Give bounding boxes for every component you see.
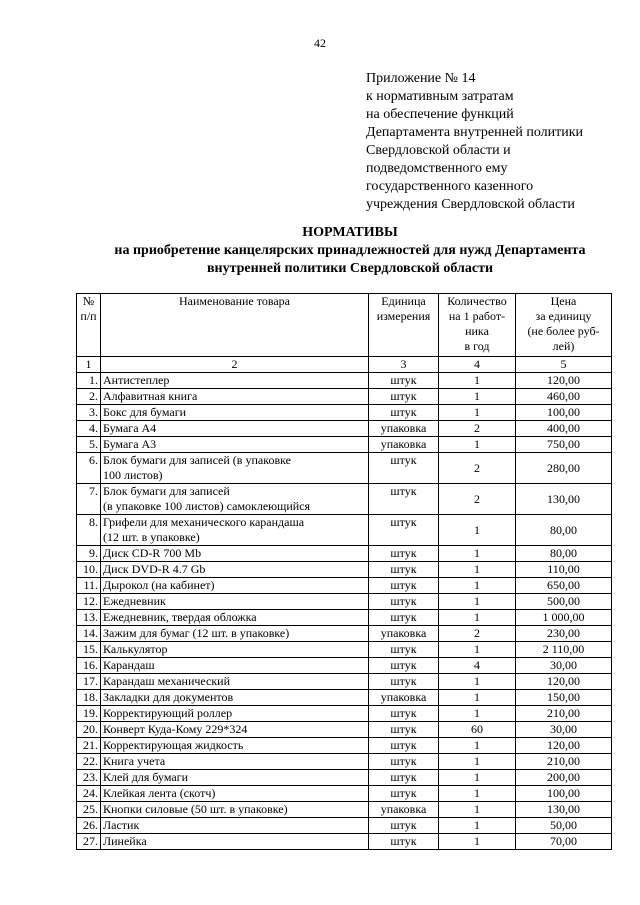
item-name: Клей для бумаги (101, 770, 369, 786)
item-unit: штук (369, 484, 439, 515)
item-quantity: 2 (439, 421, 516, 437)
col-number: 3 (369, 357, 439, 373)
row-number: 20. (77, 722, 101, 738)
item-name: Ежедневник, твердая обложка (101, 610, 369, 626)
item-price: 210,00 (516, 754, 612, 770)
row-number: 12. (77, 594, 101, 610)
item-quantity: 2 (439, 484, 516, 515)
item-price: 650,00 (516, 578, 612, 594)
table-row (77, 690, 612, 706)
table-row (77, 578, 612, 594)
row-number: 4. (77, 421, 101, 437)
item-name: Корректирующая жидкость (101, 738, 369, 754)
row-number: 8. (77, 515, 101, 546)
table-row (77, 626, 612, 642)
item-price: 110,00 (516, 562, 612, 578)
item-name: Бумага А4 (101, 421, 369, 437)
table-row (77, 389, 612, 405)
header-num: № п/п (77, 294, 101, 357)
item-price: 1 000,00 (516, 610, 612, 626)
item-quantity: 1 (439, 578, 516, 594)
item-quantity: 1 (439, 818, 516, 834)
appendix-line: Департамента внутренней политики (366, 125, 584, 140)
item-price: 100,00 (516, 786, 612, 802)
item-quantity: 1 (439, 786, 516, 802)
item-name: Диск DVD-R 4.7 Gb (101, 562, 369, 578)
item-unit: упаковка (369, 421, 439, 437)
item-quantity: 1 (439, 770, 516, 786)
item-name: Карандаш (101, 658, 369, 674)
document-subtitle (60, 242, 640, 278)
appendix-line: государственного казенного (366, 179, 534, 194)
item-quantity: 1 (439, 754, 516, 770)
table-row (77, 738, 612, 754)
item-price: 400,00 (516, 421, 612, 437)
table-row (77, 834, 612, 850)
item-quantity: 1 (439, 546, 516, 562)
item-price: 150,00 (516, 690, 612, 706)
appendix-line: к нормативным затратам (366, 89, 514, 104)
col-number: 1 (77, 357, 101, 373)
item-name: Алфавитная книга (101, 389, 369, 405)
item-unit: штук (369, 658, 439, 674)
row-number: 15. (77, 642, 101, 658)
appendix-line: учреждения Свердловской области (366, 197, 575, 212)
col-number: 4 (439, 357, 516, 373)
document-title (60, 224, 640, 242)
item-unit: штук (369, 453, 439, 484)
table-row (77, 770, 612, 786)
table-row (77, 594, 612, 610)
item-price: 210,00 (516, 706, 612, 722)
item-name: Закладки для документов (101, 690, 369, 706)
item-price: 230,00 (516, 626, 612, 642)
item-unit: штук (369, 546, 439, 562)
item-price: 280,00 (516, 453, 612, 484)
item-unit: штук (369, 754, 439, 770)
appendix-line: Приложение № 14 (366, 71, 476, 86)
item-unit: штук (369, 818, 439, 834)
subtitle-line-1: на приобретение канцелярских принадлежностей для нужд Департамента (114, 243, 586, 258)
item-name: Бумага А3 (101, 437, 369, 453)
item-quantity: 1 (439, 802, 516, 818)
item-price: 120,00 (516, 738, 612, 754)
item-name: Ежедневник (101, 594, 369, 610)
item-unit: упаковка (369, 437, 439, 453)
item-quantity: 2 (439, 453, 516, 484)
item-quantity: 1 (439, 373, 516, 389)
row-number: 16. (77, 658, 101, 674)
item-price: 130,00 (516, 484, 612, 515)
row-number: 21. (77, 738, 101, 754)
header-unit: Единица измерения (369, 294, 439, 357)
item-price: 200,00 (516, 770, 612, 786)
item-name: Калькулятор (101, 642, 369, 658)
item-name: Карандаш механический (101, 674, 369, 690)
row-number: 22. (77, 754, 101, 770)
row-number: 25. (77, 802, 101, 818)
item-quantity: 60 (439, 722, 516, 738)
item-unit: штук (369, 738, 439, 754)
item-unit: штук (369, 706, 439, 722)
appendix-line: Свердловской области и (366, 143, 511, 158)
row-number: 2. (77, 389, 101, 405)
item-quantity: 1 (439, 437, 516, 453)
row-number: 7. (77, 484, 101, 515)
item-quantity: 1 (439, 706, 516, 722)
appendix-line: на обеспечение функций (366, 107, 514, 122)
item-unit: штук (369, 610, 439, 626)
appendix-line: подведомственного ему (366, 161, 508, 176)
item-quantity: 1 (439, 405, 516, 421)
item-price: 130,00 (516, 802, 612, 818)
row-number: 6. (77, 453, 101, 484)
item-unit: штук (369, 578, 439, 594)
item-price: 50,00 (516, 818, 612, 834)
item-name: Дырокол (на кабинет) (101, 578, 369, 594)
row-number: 13. (77, 610, 101, 626)
item-quantity: 1 (439, 738, 516, 754)
table-row (77, 421, 612, 437)
item-name: Книга учета (101, 754, 369, 770)
row-number: 9. (77, 546, 101, 562)
row-number: 18. (77, 690, 101, 706)
col-number: 2 (101, 357, 369, 373)
table-row (77, 610, 612, 626)
item-price: 70,00 (516, 834, 612, 850)
column-number-row (77, 357, 612, 373)
item-price: 750,00 (516, 437, 612, 453)
item-quantity: 1 (439, 690, 516, 706)
item-unit: штук (369, 562, 439, 578)
col-number: 5 (516, 357, 612, 373)
item-unit: штук (369, 834, 439, 850)
item-name: Грифели для механического карандаша (12 шт. в упаковке) (101, 515, 369, 546)
item-name: Конверт Куда-Кому 229*324 (101, 722, 369, 738)
item-name: Линейка (101, 834, 369, 850)
row-number: 23. (77, 770, 101, 786)
norms-table (76, 293, 612, 850)
item-price: 30,00 (516, 658, 612, 674)
document-title-text: НОРМАТИВЫ (302, 225, 398, 240)
header-qty: Количество на 1 работ- ника в год (439, 294, 516, 357)
table-row (77, 405, 612, 421)
table-row (77, 706, 612, 722)
item-name: Блок бумаги для записей (в упаковке 100 листов) самоклеющийся (101, 484, 369, 515)
row-number: 3. (77, 405, 101, 421)
item-unit: упаковка (369, 690, 439, 706)
table-row (77, 754, 612, 770)
item-unit: штук (369, 594, 439, 610)
item-name: Кнопки силовые (50 шт. в упаковке) (101, 802, 369, 818)
table-row (77, 786, 612, 802)
table-row (77, 562, 612, 578)
item-name: Зажим для бумаг (12 шт. в упаковке) (101, 626, 369, 642)
table-row (77, 658, 612, 674)
table-row (77, 515, 612, 546)
subtitle-line-2: внутренней политики Свердловской области (206, 261, 494, 276)
item-price: 120,00 (516, 373, 612, 389)
item-price: 80,00 (516, 515, 612, 546)
row-number: 17. (77, 674, 101, 690)
item-unit: упаковка (369, 626, 439, 642)
item-name: Клейкая лента (скотч) (101, 786, 369, 802)
row-number: 14. (77, 626, 101, 642)
row-number: 11. (77, 578, 101, 594)
table-row (77, 437, 612, 453)
item-quantity: 1 (439, 834, 516, 850)
row-number: 27. (77, 834, 101, 850)
item-price: 120,00 (516, 674, 612, 690)
item-price: 30,00 (516, 722, 612, 738)
item-unit: штук (369, 515, 439, 546)
item-price: 460,00 (516, 389, 612, 405)
table-row (77, 642, 612, 658)
table-row (77, 546, 612, 562)
row-number: 5. (77, 437, 101, 453)
item-price: 80,00 (516, 546, 612, 562)
item-unit: штук (369, 389, 439, 405)
row-number: 26. (77, 818, 101, 834)
item-unit: штук (369, 642, 439, 658)
table-row (77, 818, 612, 834)
item-name: Блок бумаги для записей (в упаковке 100 листов) (101, 453, 369, 484)
item-quantity: 1 (439, 562, 516, 578)
table-row (77, 453, 612, 484)
item-quantity: 4 (439, 658, 516, 674)
item-name: Бокс для бумаги (101, 405, 369, 421)
item-quantity: 2 (439, 626, 516, 642)
header-name: Наименование товара (101, 294, 369, 357)
item-name: Ластик (101, 818, 369, 834)
item-unit: штук (369, 373, 439, 389)
row-number: 10. (77, 562, 101, 578)
item-unit: штук (369, 770, 439, 786)
table-row (77, 722, 612, 738)
item-unit: штук (369, 722, 439, 738)
item-unit: штук (369, 405, 439, 421)
header-price: Цена за единицу (не более руб- лей) (516, 294, 612, 357)
item-name: Антистеплер (101, 373, 369, 389)
item-name: Диск CD-R 700 Mb (101, 546, 369, 562)
row-number: 1. (77, 373, 101, 389)
item-quantity: 1 (439, 642, 516, 658)
page-number: 42 (314, 36, 326, 50)
item-quantity: 1 (439, 515, 516, 546)
item-unit: штук (369, 786, 439, 802)
item-unit: штук (369, 674, 439, 690)
table-row (77, 373, 612, 389)
item-price: 2 110,00 (516, 642, 612, 658)
item-quantity: 1 (439, 610, 516, 626)
item-price: 100,00 (516, 405, 612, 421)
item-quantity: 1 (439, 674, 516, 690)
table-row (77, 802, 612, 818)
table-row (77, 484, 612, 515)
table-header-row (77, 294, 612, 357)
item-quantity: 1 (439, 389, 516, 405)
item-name: Корректирующий роллер (101, 706, 369, 722)
table-row (77, 674, 612, 690)
row-number: 19. (77, 706, 101, 722)
item-quantity: 1 (439, 594, 516, 610)
item-unit: упаковка (369, 802, 439, 818)
table-body (77, 357, 612, 850)
row-number: 24. (77, 786, 101, 802)
item-price: 500,00 (516, 594, 612, 610)
appendix-block (366, 70, 626, 214)
